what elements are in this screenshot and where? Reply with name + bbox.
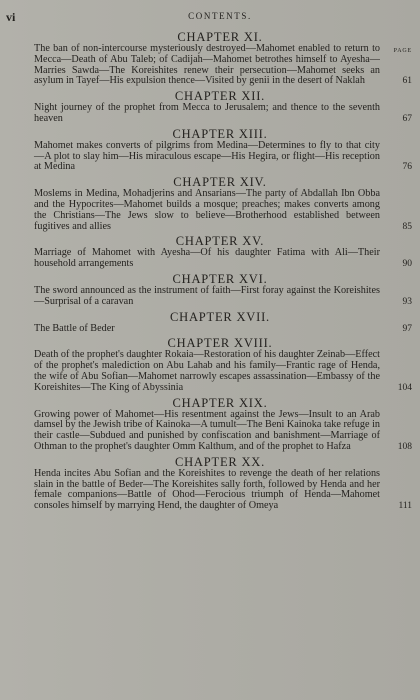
chapter-entry <box>34 89 412 125</box>
chapter-page-number: 93 <box>402 296 412 307</box>
chapter-heading: CHAPTER XIX. <box>172 395 268 410</box>
chapter-entry <box>34 175 412 232</box>
page-column-label: PAGE <box>393 48 412 54</box>
chapter-summary <box>34 349 412 393</box>
chapter-entry <box>34 395 412 453</box>
chapter-summary-text: Night journey of the prophet from Mecca to Jerusalem; and thence to the seventh heaven <box>34 102 380 124</box>
running-title: CONTENTS. <box>188 11 252 21</box>
chapter-entry <box>34 336 412 393</box>
chapter-summary-text: The ban of non-intercourse mysteriously destroyed—Mahomet enabled to return to Mecca—Death of Abu Taleb; of Cadijah—Mahomet betrothes himself to Ayesha—Marries Sawda—The Koreishites renew their persecution—Mahomet seeks an asylum in Tayef—His expulsion thence—Visited by genii in the desert of Naklah <box>34 43 380 87</box>
chapter-heading: CHAPTER XV. <box>175 234 265 249</box>
chapter-heading: CHAPTER XVIII. <box>167 336 273 351</box>
chapter-list <box>34 30 412 512</box>
chapter-heading: CHAPTER XVII. <box>170 309 270 324</box>
page-number: vi <box>6 10 16 24</box>
chapter-summary <box>34 247 412 270</box>
chapter-summary-text: Death of the prophet's daughter Rokaia—Restoration of his daughter Zeinab—Effect of the prophet's malediction on Abu Lahab and his family—Frantic rage of Henda, the wife of Abu Sofian—Mahomet narrowly escapes assassination—Embassy of the Koreishites—The King of Abyssinia <box>34 349 380 393</box>
chapter-summary-text: The Battle of Beder <box>34 322 115 334</box>
chapter-page-number: 97 <box>402 323 412 334</box>
chapter-entry <box>34 309 412 335</box>
chapter-summary-text: Growing power of Mahomet—His resentment against the Jews—Insult to an Arab damsel by the Jewish tribe of Kainoka—A tumult—The Beni Kainoka take refuge in their castle—Subdued and punished by confiscation and banishment—Marriage of Othman to the prophet's daughter Omm Kalthum, and of the prophet to Hafza <box>34 408 380 452</box>
chapter-heading: CHAPTER XIV. <box>173 175 267 190</box>
chapter-page-number: 111 <box>398 501 412 512</box>
chapter-page-number: 76 <box>402 162 412 173</box>
chapter-summary <box>34 188 412 232</box>
chapter-heading: CHAPTER XI. <box>177 30 263 44</box>
chapter-heading: CHAPTER XX. <box>174 454 266 469</box>
chapter-page-number: 67 <box>402 113 412 124</box>
chapter-summary-text: Marriage of Mahomet with Ayesha—Of his daughter Fatima with Ali—Their household arrangements <box>34 247 380 270</box>
chapter-summary <box>34 139 412 173</box>
chapter-summary <box>34 467 412 512</box>
chapter-summary-text: The sword announced as the instrument of faith—First foray against the Koreishites—Surprisal of a caravan <box>34 284 380 307</box>
chapter-entry <box>34 271 412 308</box>
chapter-page-number: 90 <box>402 259 412 270</box>
chapter-heading: CHAPTER XIII. <box>172 126 268 141</box>
chapter-heading: CHAPTER XII. <box>174 89 266 104</box>
chapter-page-number: 85 <box>402 221 412 232</box>
chapter-summary <box>34 284 412 308</box>
chapter-summary <box>34 102 412 125</box>
chapter-entry <box>34 234 412 270</box>
chapter-summary <box>34 408 412 453</box>
chapter-entry <box>34 30 412 87</box>
chapter-heading: CHAPTER XVI. <box>172 271 268 286</box>
chapter-summary <box>34 43 412 87</box>
chapter-summary-text: Mahomet makes converts of pilgrims from Medina—Determines to fly to that city—A plot to slay him—His miraculous escape—His Hegira, or flight—His reception at Medina <box>34 139 380 173</box>
chapter-page-number: 61 <box>402 76 412 87</box>
chapter-page-number: 104 <box>397 382 412 393</box>
chapter-summary <box>34 322 412 335</box>
chapter-entry <box>34 126 412 173</box>
chapter-page-number: 108 <box>397 441 412 452</box>
chapter-entry <box>34 454 412 512</box>
chapter-summary-text: Henda incites Abu Sofian and the Koreishites to revenge the death of her relations slain in the battle of Beder—The Koreishites sally forth, followed by Henda and her female companions—Battle of Ohod—Ferocious triumph of Henda—Mahomet consoles himself by marrying Hend, the daughter of Omeya <box>34 467 380 512</box>
chapter-summary-text: Moslems in Medina, Mohadjerins and Ansarians—The party of Abdallah Ibn Obba and the Hypocrites—Mahomet builds a mosque; preaches; makes converts among the Christians—The Jews slow to believe—Brotherhood established between fugitives and allies <box>34 188 380 232</box>
